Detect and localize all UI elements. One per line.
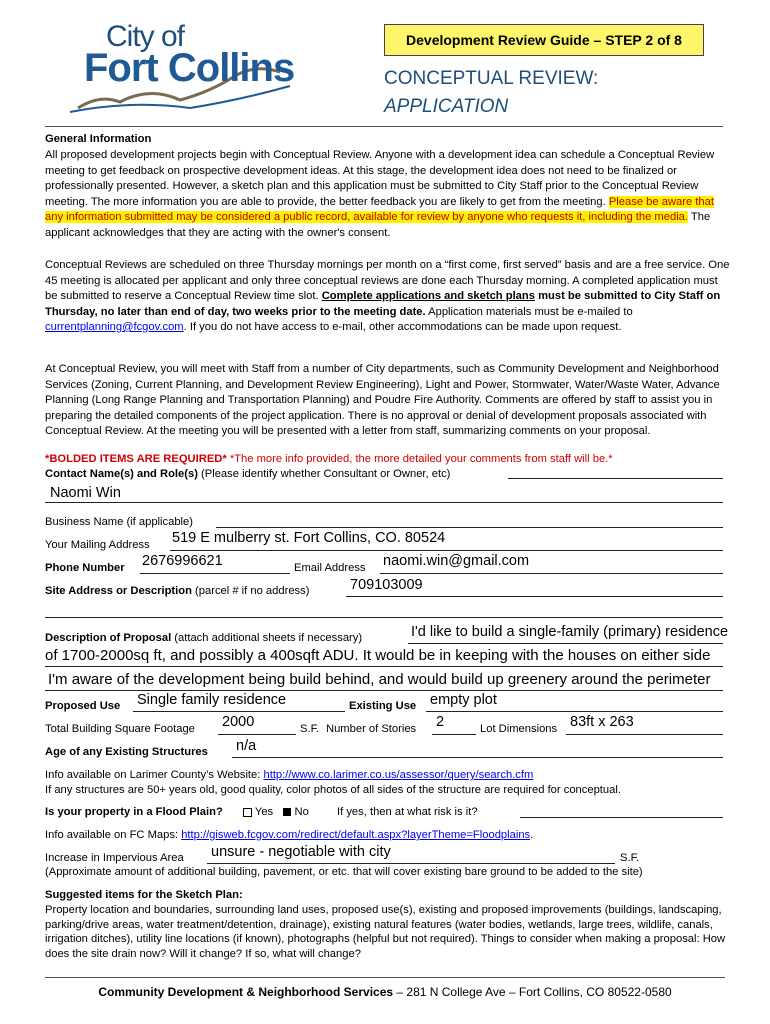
sqft-line xyxy=(218,734,296,735)
general-heading: General Information xyxy=(45,133,152,145)
flood-yes-label: Yes xyxy=(254,806,274,818)
stories-input[interactable]: 2 xyxy=(436,714,445,730)
logo-line1: City of xyxy=(106,20,185,53)
required-bold: *BOLDED ITEMS ARE REQUIRED* xyxy=(45,453,227,465)
header-divider xyxy=(45,126,723,127)
flood-risk-input[interactable] xyxy=(520,817,723,818)
logo-line2: Fort Collins xyxy=(84,46,295,90)
phone-line xyxy=(140,573,290,574)
business-label: Business Name (if applicable) xyxy=(45,516,193,528)
p1-consent: The applicant acknowledges that they are acting with the owner's consent. xyxy=(45,211,711,239)
impervious-line xyxy=(207,863,615,864)
sketch-body: Property location and boundaries, surrounding land uses, proposed use(s), existing and proposed improvements (buildings, landscaping, parking/drive areas, water treatment/detention, drainage), existing natural features (water bodies, wetlands, large trees, wildlife, canals, irrigation ditches), utility line locations (if known), photographs (helpful but not required). Things to consider when making a proposal: How does the site drain now? Will it change? If so, what will change? xyxy=(45,904,726,960)
desc-hint: (attach additional sheets if necessary) xyxy=(174,632,363,644)
contact-hint: (Please identify whether Consultant or Owner, etc) xyxy=(201,468,451,480)
proposed-use-line xyxy=(133,711,345,712)
p1-text: All proposed development projects begin with Conceptual Review. Anyone with a development idea can schedule a Conceptual Review meeting to get feedback on prospective development ideas. At this stage, the development idea does not need to be finalized or professionally presented. However, a sketch plan and this application must be submitted to City Staff prior to the Conceptual Review meeting. The more information you are able to provide, the better feedback you are likely to get from the meeting. xyxy=(45,149,715,208)
sketch-heading: Suggested items for the Sketch Plan: xyxy=(45,889,243,901)
footer-divider xyxy=(45,977,725,978)
desc-row xyxy=(45,632,362,644)
impervious-unit: S.F. xyxy=(620,852,640,864)
impervious-input[interactable]: unsure - negotiable with city xyxy=(211,844,391,860)
footer-org: Community Development & Neighborhood Services xyxy=(98,985,394,999)
general-paragraph-3: At Conceptual Review, you will meet with Staff from a number of City departments, such as Community Development and Neighborhood Services (Zoning, Current Planning, and Development Review Engineering), Light and Power, Stormwater, Water/Waste Water, Advance Planning (Long Range Planning and Transportation Planning) and Poudre Fire Authority. Comments are offered by staff to assist you in preparing the detailed components of the project application. There is no approval or denial of development proposals associated with Conceptual Review. At the meeting you will be presented with a letter from staff, summarizing comments on your proposal. xyxy=(45,363,720,437)
sqft-input[interactable]: 2000 xyxy=(222,714,255,730)
required-more: *The more info provided, the more detailed your comments from staff will be.* xyxy=(229,453,613,465)
p2-email-intro: Application materials must be e-mailed to xyxy=(428,305,633,318)
desc-rule-2 xyxy=(45,666,723,667)
phone-label: Phone Number xyxy=(45,562,125,574)
contact-input[interactable]: Naomi Win xyxy=(50,485,121,501)
stories-line xyxy=(432,734,476,735)
desc-label: Description of Proposal xyxy=(45,632,172,644)
desc-input-line-3[interactable]: I'm aware of the development being build behind, and would build up greenery around the perimeter xyxy=(48,671,711,688)
email-line xyxy=(380,573,723,574)
fcmaps-text: Info available on FC Maps: xyxy=(45,829,179,841)
p2-email-alt: . If you do not have access to e-mail, other accommodations can be made upon request. xyxy=(183,321,622,333)
p2-text: Conceptual Reviews are scheduled on three Thursday mornings per month on a “first come, first served” basis and are a free service. One 45 meeting is allocated per applicant and only three conceptual reviews are done each Thursday morning. A completed application must be submitted to reserve a Conceptual Review time slot. xyxy=(45,259,730,302)
site-hint: (parcel # if no address) xyxy=(195,585,310,597)
flood-yes-checkbox[interactable] xyxy=(243,808,252,817)
email-input[interactable]: naomi.win@gmail.com xyxy=(383,553,530,569)
general-paragraph-2 xyxy=(45,258,730,336)
existing-use-label: Existing Use xyxy=(349,700,417,712)
lot-label: Lot Dimensions xyxy=(480,723,558,735)
phone-input[interactable]: 2676996621 xyxy=(142,553,223,569)
flood-risk-label: If yes, then at what risk is it? xyxy=(337,806,478,818)
flood-no-label: No xyxy=(294,806,309,818)
desc-input-line-2[interactable]: of 1700-2000sq ft, and possibly a 400sqft ADU. It would be in keeping with the houses on either side xyxy=(45,647,711,664)
existing-use-line xyxy=(426,711,723,712)
lot-input[interactable]: 83ft x 263 xyxy=(570,714,634,730)
flood-label: Is your property in a Flood Plain? xyxy=(45,806,223,818)
flood-row xyxy=(45,806,478,818)
contact-label: Contact Name(s) and Role(s) xyxy=(45,468,198,480)
lot-line xyxy=(566,734,723,735)
mailing-input[interactable]: 519 E mulberry st. Fort Collins, CO. 80524 xyxy=(172,530,446,546)
fcmaps-row: Info available on FC Maps: http://gisweb.fcgov.com/redirect/default.aspx?layerTheme=Floodplains. xyxy=(45,829,534,841)
larimer-text: Info available on Larimer County’s Website: xyxy=(45,769,261,781)
contact-line-2 xyxy=(45,502,723,503)
public-record-notice: Please be aware that any information submitted may be considered a public record, available for review by anyone who requests it, including the media. xyxy=(45,195,714,223)
desc-rule-1 xyxy=(408,643,723,644)
city-logo xyxy=(40,16,310,126)
business-input[interactable] xyxy=(216,527,723,528)
mailing-line xyxy=(170,550,723,551)
age-label: Age of any Existing Structures xyxy=(45,746,208,758)
sqft-label: Total Building Square Footage xyxy=(45,723,195,735)
desc-input-line-1[interactable]: I'd like to build a single-family (primary) residence xyxy=(411,624,729,640)
step-box: Development Review Guide – STEP 2 of 8 xyxy=(384,24,704,56)
stories-label: Number of Stories xyxy=(326,723,417,735)
sqft-unit: S.F. xyxy=(300,723,320,735)
site-line-1 xyxy=(346,596,723,597)
site-line-2 xyxy=(45,617,723,618)
general-paragraph-1 xyxy=(45,148,730,241)
footer-address: – 281 N College Ave – Fort Collins, CO 80522-0580 xyxy=(396,985,672,999)
p2-deadline: must be submitted to City Staff on Thursday, no later than end of day, two weeks prior to the meeting date. xyxy=(45,290,721,318)
footer xyxy=(0,985,770,999)
page-subtitle: APPLICATION xyxy=(384,96,509,117)
larimer-row xyxy=(45,769,533,781)
flood-no-checkbox[interactable] xyxy=(283,808,291,816)
email-label: Email Address xyxy=(294,562,366,574)
required-note xyxy=(45,452,730,468)
impervious-note: (Approximate amount of additional building, pavement, or etc. that will cover existing bare ground to be added to the site) xyxy=(45,866,643,878)
email-link[interactable]: currentplanning@fcgov.com xyxy=(45,321,184,333)
proposed-use-label: Proposed Use xyxy=(45,700,121,712)
existing-use-input[interactable]: empty plot xyxy=(430,692,497,708)
contact-line-1 xyxy=(508,478,723,479)
impervious-label: Increase in Impervious Area xyxy=(45,852,184,864)
desc-rule-3 xyxy=(45,690,723,691)
site-row xyxy=(45,585,309,597)
age-line xyxy=(232,757,723,758)
structures-note: If any structures are 50+ years old, good quality, color photos of all sides of the structure are required for conceptual. xyxy=(45,784,621,796)
fcmaps-link[interactable]: http://gisweb.fcgov.com/redirect/default.aspx?layerTheme=Floodplains xyxy=(181,829,531,841)
site-input[interactable]: 709103009 xyxy=(350,577,423,593)
proposed-use-input[interactable]: Single family residence xyxy=(137,692,287,708)
mailing-label: Your Mailing Address xyxy=(45,539,150,551)
page-title: CONCEPTUAL REVIEW: xyxy=(384,68,599,89)
larimer-link[interactable]: http://www.co.larimer.co.us/assessor/query/search.cfm xyxy=(263,769,534,781)
site-label: Site Address or Description xyxy=(45,585,192,597)
p2-complete-apps: Complete applications and sketch plans xyxy=(321,290,535,302)
contact-row xyxy=(45,468,450,480)
age-input[interactable]: n/a xyxy=(236,738,257,754)
